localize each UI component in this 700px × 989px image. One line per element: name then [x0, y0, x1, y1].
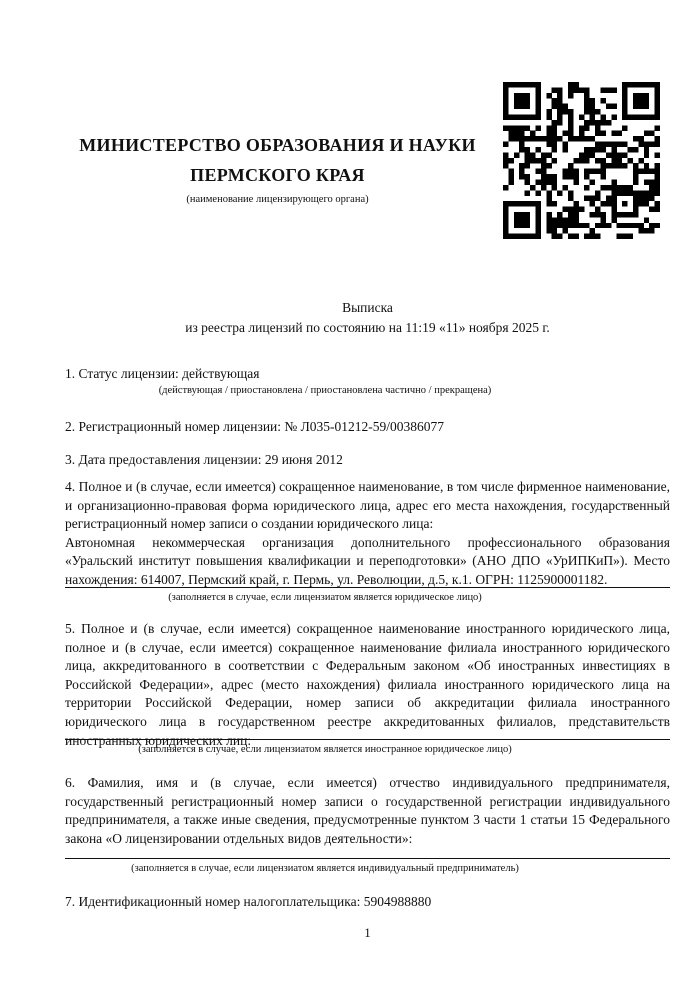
item-3-grant-date: 3. Дата предоставления лицензии: 29 июня 2012: [65, 452, 343, 467]
title-line1: Выписка: [342, 300, 393, 315]
item-4-caption: (заполняется в случае, если лицензиатом является юридическое лицо): [168, 592, 482, 603]
item-5-foreign-entity: 5. Полное и (в случае, если имеется) сокращенное наименование иностранного юридического лица, полное и (в случае, если имеется) сокращенное наименование филиала иностранного юридического лица, аккредитованного в соответствии с Федеральным законом «Об иностранных инвестициях в Российской Федерации», адрес (место нахождения) филиала иностранного юридического лица на территории Российской Федерации, номер записи об аккредитации филиала иностранного юридического лица в государственном реестре аккредитованных филиалов, представительств иностранных юридических лиц:: [65, 621, 670, 748]
item-6-field-line: [65, 858, 670, 859]
item-1-license-status: 1. Статус лицензии: действующая: [65, 366, 260, 381]
item-4-field-line: [65, 587, 670, 588]
item-4-value: Автономная некоммерческая организация дополнительного профессионального образования «Уральский институт повышения квалификации и переподготовки» (АНО ДПО «УрИПКиП»). Место нахождения: 614007, Пермский край, г. Пермь, ул. Революции, д.5, к.1. ОГРН: 1125900001182.: [65, 534, 670, 587]
qr-code-icon: [503, 82, 660, 239]
authority-name-line2: ПЕРМСКОГО КРАЯ: [190, 165, 365, 185]
authority-caption: (наименование лицензирующего органа): [186, 194, 369, 205]
item-5-caption: (заполняется в случае, если лицензиатом является иностранное юридическое лицо): [138, 744, 512, 755]
item-6-entrepreneur: 6. Фамилия, имя и (в случае, если имеется) отчество индивидуального предпринимателя, государственный регистрационный номер записи о государственной регистрации индивидуального предпринимателя, а также иные сведения, предусмотренные пунктом 3 части 1 статьи 15 Федерального закона «О лицензировании отдельных видов деятельности»:: [65, 775, 670, 846]
licensing-authority-header: [65, 130, 490, 206]
item-4-legal-entity: [65, 478, 670, 590]
item-5-field-line: [65, 739, 670, 740]
authority-name-line1: МИНИСТЕРСТВО ОБРАЗОВАНИЯ И НАУКИ: [79, 135, 476, 155]
document-title: [65, 298, 670, 339]
qr-code-svg: [503, 82, 660, 239]
item-6-caption: (заполняется в случае, если лицензиатом является индивидуальный предприниматель): [131, 863, 519, 874]
page-number: 1: [364, 925, 371, 940]
item-4-intro: 4. Полное и (в случае, если имеется) сокращенное наименование, в том числе фирменное наименование, и организационно-правовая форма юридического лица, адрес его места нахождения, государственный регистрационный номер записи о создании юридического лица:: [65, 479, 670, 532]
item-7-taxpayer-id: 7. Идентификационный номер налогоплательщика: 5904988880: [65, 894, 432, 909]
item-2-registration-number: 2. Регистрационный номер лицензии: № Л035-01212-59/00386077: [65, 419, 445, 434]
item-1-caption: (действующая / приостановлена / приостановлена частично / прекращена): [158, 385, 492, 396]
title-line2: из реестра лицензий по состоянию на 11:19 «11» ноября 2025 г.: [185, 320, 550, 336]
